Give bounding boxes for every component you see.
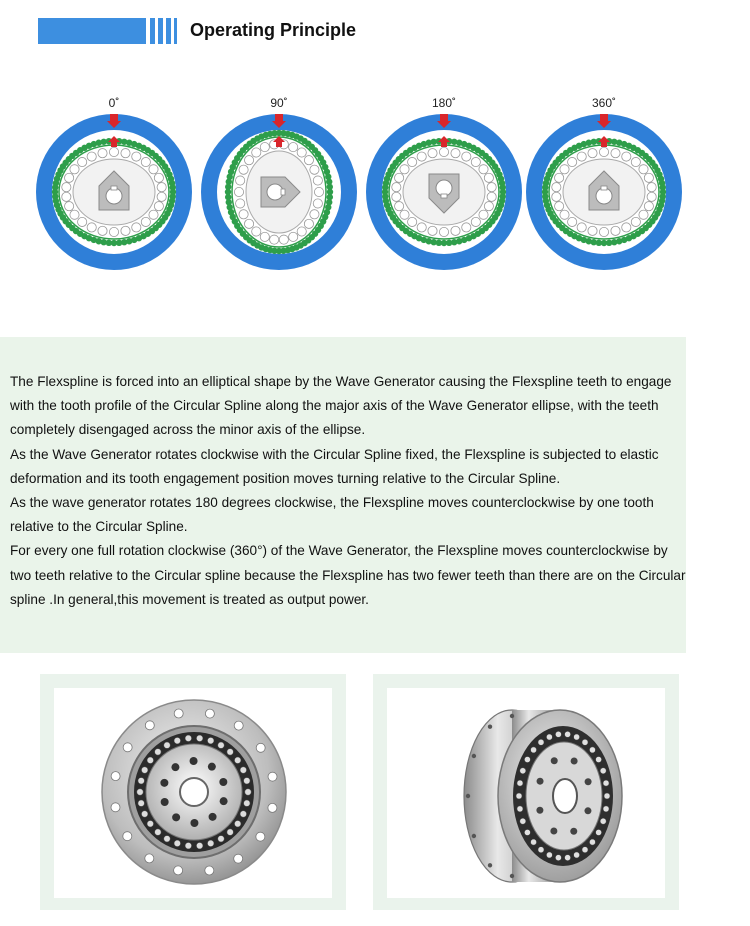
bearing-ball <box>270 235 279 244</box>
hole <box>111 803 120 812</box>
description-panel <box>0 337 686 653</box>
bearing-ball <box>132 152 141 161</box>
bearing-ball <box>599 147 608 156</box>
bearing-ball <box>479 210 488 219</box>
hole <box>185 735 191 741</box>
bearing-ball <box>451 226 460 235</box>
wave-gear-diagram <box>366 112 522 272</box>
hole <box>160 779 168 787</box>
operating-diagram <box>36 92 696 282</box>
keyway <box>441 194 447 198</box>
hole <box>147 757 153 763</box>
stage-90 <box>201 92 357 282</box>
bearing-ball <box>622 152 631 161</box>
hole <box>147 821 153 827</box>
angle-label: 360˚ <box>591 96 617 110</box>
bearing-ball <box>121 226 130 235</box>
hole <box>208 763 216 771</box>
hole <box>174 866 183 875</box>
wave-gear-diagram <box>526 112 682 272</box>
hole <box>174 737 180 743</box>
bearing-ball <box>313 176 322 185</box>
hole <box>510 874 514 878</box>
hole <box>137 789 143 795</box>
hole <box>555 731 561 737</box>
bearing-ball <box>484 202 493 211</box>
bearing-ball <box>260 232 269 241</box>
bearing-ball <box>487 192 496 201</box>
bearing-ball <box>252 227 261 236</box>
wave-generator-group <box>382 138 506 246</box>
stage-360 <box>526 92 682 282</box>
keyway <box>111 186 117 190</box>
bearing-ball <box>588 149 597 158</box>
bearing-ball <box>428 149 437 158</box>
hole <box>244 778 250 784</box>
header-stripe <box>174 18 177 44</box>
bearing-ball <box>392 183 401 192</box>
bearing-ball <box>65 202 74 211</box>
hole <box>488 863 492 867</box>
bearing-ball <box>479 165 488 174</box>
hole <box>488 725 492 729</box>
hole <box>516 793 522 799</box>
bearing-ball <box>395 173 404 182</box>
hole <box>185 843 191 849</box>
hole <box>596 829 602 835</box>
bearing-ball <box>471 217 480 226</box>
hole <box>164 742 170 748</box>
bearing-ball <box>62 192 71 201</box>
bearing-ball <box>252 148 261 157</box>
hole <box>196 735 202 741</box>
bearing-ball <box>157 192 166 201</box>
bearing-ball <box>439 147 448 156</box>
bearing-ball <box>462 152 471 161</box>
bearing-ball <box>87 223 96 232</box>
hole <box>555 855 561 861</box>
hole <box>584 807 591 814</box>
bearing-ball <box>244 219 253 228</box>
hole <box>155 749 161 755</box>
bearing-ball <box>568 217 577 226</box>
hole <box>141 811 147 817</box>
hole <box>596 757 602 763</box>
bearing-ball <box>417 223 426 232</box>
hole <box>520 818 526 824</box>
bearing-ball <box>313 199 322 208</box>
bearing-ball <box>149 210 158 219</box>
bearing-ball <box>109 147 118 156</box>
bearing-ball <box>577 223 586 232</box>
wave-generator-group <box>225 130 333 254</box>
hole <box>256 743 265 752</box>
hole <box>472 834 476 838</box>
bearing-ball <box>78 217 87 226</box>
hole <box>145 854 154 863</box>
header-bar <box>38 18 146 44</box>
hole <box>517 780 523 786</box>
hole <box>240 811 246 817</box>
hole <box>571 757 578 764</box>
bearing-ball <box>408 217 417 226</box>
angle-label: 0˚ <box>108 96 120 110</box>
bearing-ball <box>588 226 597 235</box>
bearing-ball <box>62 183 71 192</box>
paragraph: As the wave generator rotates 180 degrees clockwise, the Flexspline moves counterclockwise by one tooth relative to the Circular Spline. <box>10 495 654 535</box>
bearing-ball <box>428 226 437 235</box>
hole <box>536 807 543 814</box>
hole <box>538 847 544 853</box>
bearing-ball <box>87 152 96 161</box>
bearing-ball <box>484 173 493 182</box>
hole <box>520 768 526 774</box>
bearing-ball <box>647 192 656 201</box>
hole <box>190 757 198 765</box>
bearing-ball <box>239 210 248 219</box>
bearing-ball <box>78 157 87 166</box>
bearing-ball <box>568 157 577 166</box>
bearing-ball <box>297 148 306 157</box>
angle-label: 180˚ <box>431 96 457 110</box>
bearing-ball <box>234 187 243 196</box>
bearing-ball <box>644 173 653 182</box>
hole <box>234 821 240 827</box>
hole <box>161 798 169 806</box>
bearing-ball <box>297 227 306 236</box>
hole <box>218 742 224 748</box>
keyway <box>281 189 285 195</box>
hole <box>538 739 544 745</box>
bearing-ball <box>109 227 118 236</box>
hole <box>565 855 571 861</box>
hole <box>174 709 183 718</box>
bearing-ball <box>304 219 313 228</box>
bearing-ball <box>577 152 586 161</box>
flange-gear-photo <box>54 688 332 898</box>
section-title: Operating Principle <box>190 20 357 40</box>
hole <box>517 806 523 812</box>
flexspline-tooth <box>446 240 452 246</box>
hole <box>240 767 246 773</box>
hole <box>174 840 180 846</box>
hole <box>524 829 530 835</box>
bearing-ball <box>611 149 620 158</box>
hole <box>190 819 198 827</box>
photo-frame-right <box>373 674 679 910</box>
bearing-ball <box>236 176 245 185</box>
hole <box>585 778 592 785</box>
hole <box>546 734 552 740</box>
bearing-ball <box>631 217 640 226</box>
bearing-ball <box>560 165 569 174</box>
keyway <box>601 186 607 190</box>
photo-frame-left <box>40 674 346 910</box>
hole <box>227 829 233 835</box>
bearing-ball <box>236 199 245 208</box>
bearing-ball <box>289 232 298 241</box>
hole <box>138 778 144 784</box>
angle-label: 90˚ <box>270 96 288 110</box>
hole <box>256 832 265 841</box>
hole <box>196 843 202 849</box>
wave-generator-group <box>52 138 176 246</box>
header-stripe <box>166 18 171 44</box>
hole <box>574 852 580 858</box>
bearing-ball <box>70 210 79 219</box>
bearing-ball <box>555 202 564 211</box>
bearing-ball <box>487 183 496 192</box>
bearing-ball <box>157 183 166 192</box>
hole <box>268 803 277 812</box>
bearing-ball <box>631 157 640 166</box>
bearing-ball <box>552 192 561 201</box>
hole <box>234 757 240 763</box>
bearing-ball <box>611 226 620 235</box>
bearing-ball <box>462 223 471 232</box>
hole <box>145 721 154 730</box>
hole <box>205 866 214 875</box>
hole <box>219 778 227 786</box>
bearing-ball <box>289 143 298 152</box>
wave-generator-group <box>542 138 666 246</box>
bearing-ball <box>622 223 631 232</box>
hole <box>172 813 180 821</box>
photo-card <box>54 688 332 898</box>
hole <box>268 772 277 781</box>
hole <box>603 780 609 786</box>
bearing-ball <box>639 165 648 174</box>
bearing-ball <box>149 165 158 174</box>
photo-card <box>387 688 665 898</box>
bearing-ball <box>154 173 163 182</box>
bearing-ball <box>400 165 409 174</box>
paragraph: The Flexspline is forced into an elliptical shape by the Wave Generator causing the Flexspline teeth to engage with the tooth profile of the Circular Spline along the major axis of the Wave Generator ellipse, with the teeth completely disengaged across the minor axis of the ellipse. <box>10 374 672 438</box>
hole <box>155 829 161 835</box>
stage-180 <box>366 92 522 282</box>
bearing-ball <box>132 223 141 232</box>
bearing-ball <box>555 173 564 182</box>
hole <box>209 813 217 821</box>
hole <box>245 789 251 795</box>
hole <box>551 757 558 764</box>
bearing-ball <box>471 157 480 166</box>
hole <box>138 800 144 806</box>
description-text <box>10 370 686 612</box>
bearing-ball <box>392 192 401 201</box>
bearing-ball <box>279 235 288 244</box>
bearing-ball <box>244 156 253 165</box>
hole <box>589 839 595 845</box>
bearing-ball <box>70 165 79 174</box>
hole <box>524 757 530 763</box>
hole <box>600 768 606 774</box>
bearing-ball <box>408 157 417 166</box>
bearing-ball <box>639 210 648 219</box>
hole <box>546 852 552 858</box>
hole <box>171 763 179 771</box>
header-stripe <box>158 18 163 44</box>
wave-gear-diagram <box>36 112 192 272</box>
paragraph: As the Wave Generator rotates clockwise with the Circular Spline fixed, the Flexspline is subjected to elastic deformation and its tooth engagement position moves turning relative to the Circular Spline. <box>10 446 659 486</box>
hole <box>164 836 170 842</box>
hole <box>600 818 606 824</box>
hole <box>141 767 147 773</box>
hole <box>123 832 132 841</box>
hole <box>218 836 224 842</box>
stage-0 <box>36 92 192 282</box>
bearing-ball <box>599 227 608 236</box>
hole <box>227 749 233 755</box>
header-stripe <box>150 18 155 44</box>
bearing-ball <box>310 165 319 174</box>
bearing-ball <box>644 202 653 211</box>
hollow-gear-unit-photo <box>387 688 665 898</box>
bearing-ball <box>439 227 448 236</box>
hole <box>531 747 537 753</box>
bearing-ball <box>552 183 561 192</box>
section-header <box>38 18 438 46</box>
hole <box>123 743 132 752</box>
bearing-ball <box>314 187 323 196</box>
hole <box>537 778 544 785</box>
hole <box>234 721 243 730</box>
bearing-ball <box>260 143 269 152</box>
hole <box>234 854 243 863</box>
bearing-ball <box>65 173 74 182</box>
hole <box>589 747 595 753</box>
hole <box>510 714 514 718</box>
hole <box>570 828 577 835</box>
flexspline-tooth <box>327 184 333 190</box>
bearing-ball <box>98 149 107 158</box>
bearing-ball <box>395 202 404 211</box>
bearing-ball <box>560 210 569 219</box>
hole <box>604 793 610 799</box>
hole <box>472 754 476 758</box>
bearing-ball <box>239 165 248 174</box>
bearing-ball <box>451 149 460 158</box>
bearing-ball <box>141 157 150 166</box>
bearing-ball <box>304 156 313 165</box>
bearing-ball <box>154 202 163 211</box>
bearing-ball <box>98 226 107 235</box>
bearing-ball <box>400 210 409 219</box>
hole <box>565 731 571 737</box>
hole <box>582 739 588 745</box>
paragraph: For every one full rotation clockwise (360°) of the Wave Generator, the Flexspline moves counterclockwise by two teeth relative to the Circular spline because the Flexspline has two fewer teeth than there are on the Circular spline .In general,this movement is treated as output power. <box>10 543 686 607</box>
bearing-ball <box>310 210 319 219</box>
hole <box>550 828 557 835</box>
hole <box>574 734 580 740</box>
hole <box>603 806 609 812</box>
hole <box>111 772 120 781</box>
bearing-ball <box>121 149 130 158</box>
hole <box>205 709 214 718</box>
bearing-ball <box>417 152 426 161</box>
hole <box>220 797 228 805</box>
bearing-ball <box>647 183 656 192</box>
hole <box>582 847 588 853</box>
hole <box>244 800 250 806</box>
hole <box>207 737 213 743</box>
hole <box>531 839 537 845</box>
hole <box>466 794 470 798</box>
bearing-ball <box>141 217 150 226</box>
hole <box>207 840 213 846</box>
wave-gear-diagram <box>201 112 357 272</box>
